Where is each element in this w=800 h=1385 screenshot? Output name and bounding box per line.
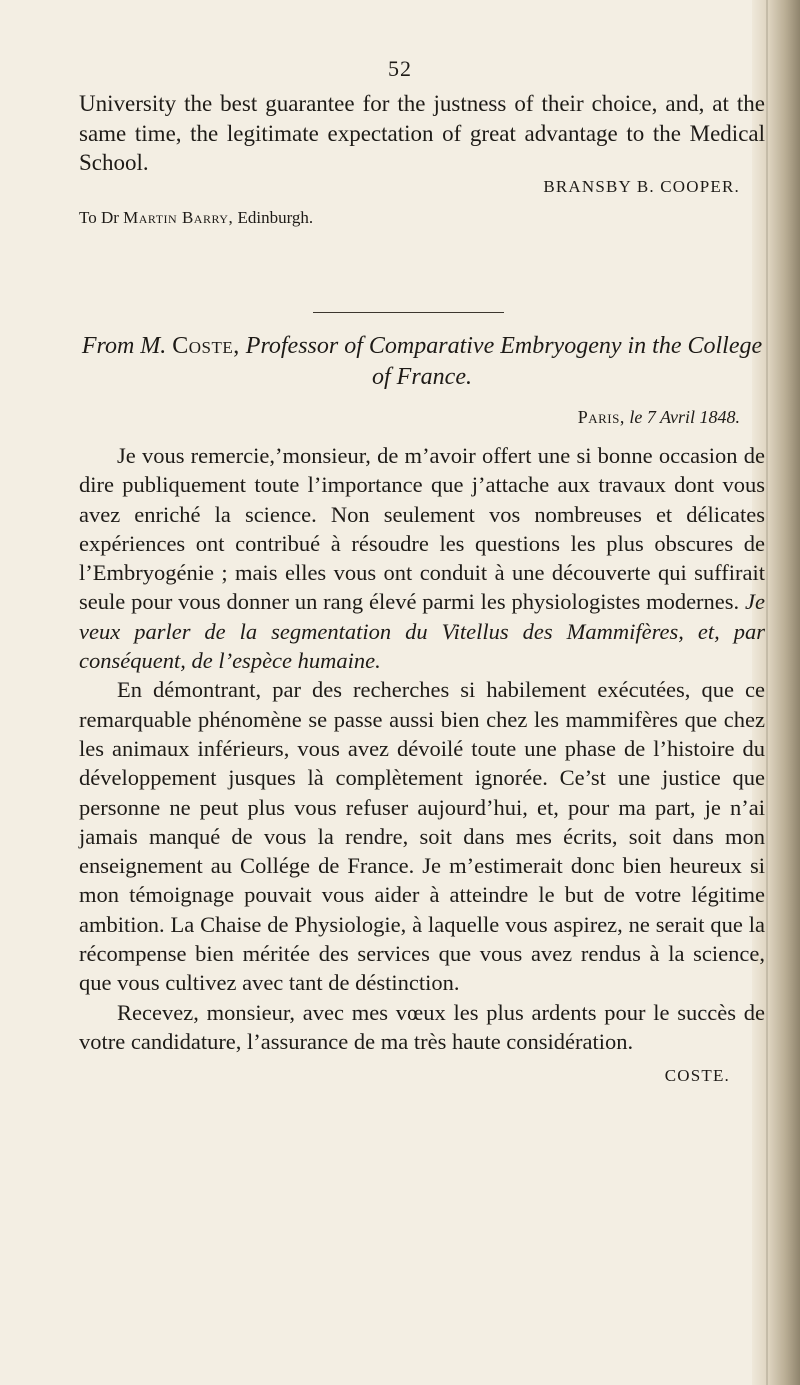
page-number: 52 — [388, 56, 412, 81]
addressee-line — [79, 208, 313, 228]
paragraph-3: Recevez, monsieur, avec mes vœux les plus ardents pour le succès de votre candidature, l’assurance de ma très haute considération. — [79, 999, 765, 1054]
signature-coste: COSTE. — [664, 1066, 730, 1085]
paragraph-1-italic: Je veux parler de la segmentation du Vitellus des Mammifères, et, par conséquent, de l’espèce humaine. — [79, 589, 765, 674]
dateline-city: Paris, — [577, 407, 625, 427]
paragraph-1 — [79, 441, 765, 675]
addressee-name: Martin Barry, — [123, 208, 234, 227]
heading-name: Coste, — [172, 333, 240, 359]
previous-letter-closing: University the best guarantee for the justness of their choice, and, at the same time, the legitimate expectation of great advantage to the Medical School. — [79, 91, 765, 175]
heading-title: Professor of Comparative Embryogeny in the College of France. — [245, 333, 763, 390]
addressee-place: Edinburgh. — [237, 208, 314, 227]
letter-heading — [79, 331, 765, 393]
addressee-prefix: To Dr — [79, 208, 119, 227]
paragraph-2: En démontrant, par des recherches si habilement exécutées, que ce remarquable phénomène se passe aussi bien chez les mammifères que chez les animaux inférieurs, vous avez dévoilé toute une phase de l’histoire du développement jusques là complètement ignorée. Ce’st une justice que personne ne peut plus vous refuser aujourd’hui, et, pour ma part, je n’ai jamais manqué de vous la rendre, soit dans mes écrits, soit dans mon enseignement au Collége de France. Je m’estimerait donc bien heureux si mon témoignage pouvait vous aider à atteindre le but de votre légitime ambition. La Chaise de Physiologie, à laquelle vous aspirez, ne serait que la récompense bien méritée des services que vous avez rendus à la science, que vous cultivez avec tant de déstinction. — [79, 677, 765, 996]
section-divider — [313, 312, 504, 313]
dateline-date: le 7 Avril 1848. — [629, 407, 740, 427]
letter-body — [79, 441, 765, 1056]
paragraph-1-text: Je vous remercie,’monsieur, de m’avoir offert une si bonne occasion de dire publiquement toute l’importance que j’attache aux travaux dont vous avez enriché la science. Non seulement vos nombreuses et délicates expériences ont contribué à résoudre les questions les plus obscures de l’Embryogénie ; mais elles vous ont conduit à une découverte qui suffirait seule pour vous donner un rang élevé parmi les physiologistes modernes. — [79, 443, 765, 615]
signature-cooper: BRANSBY B. COOPER. — [543, 177, 740, 196]
heading-from: From M. — [81, 333, 167, 359]
dateline — [578, 407, 740, 428]
